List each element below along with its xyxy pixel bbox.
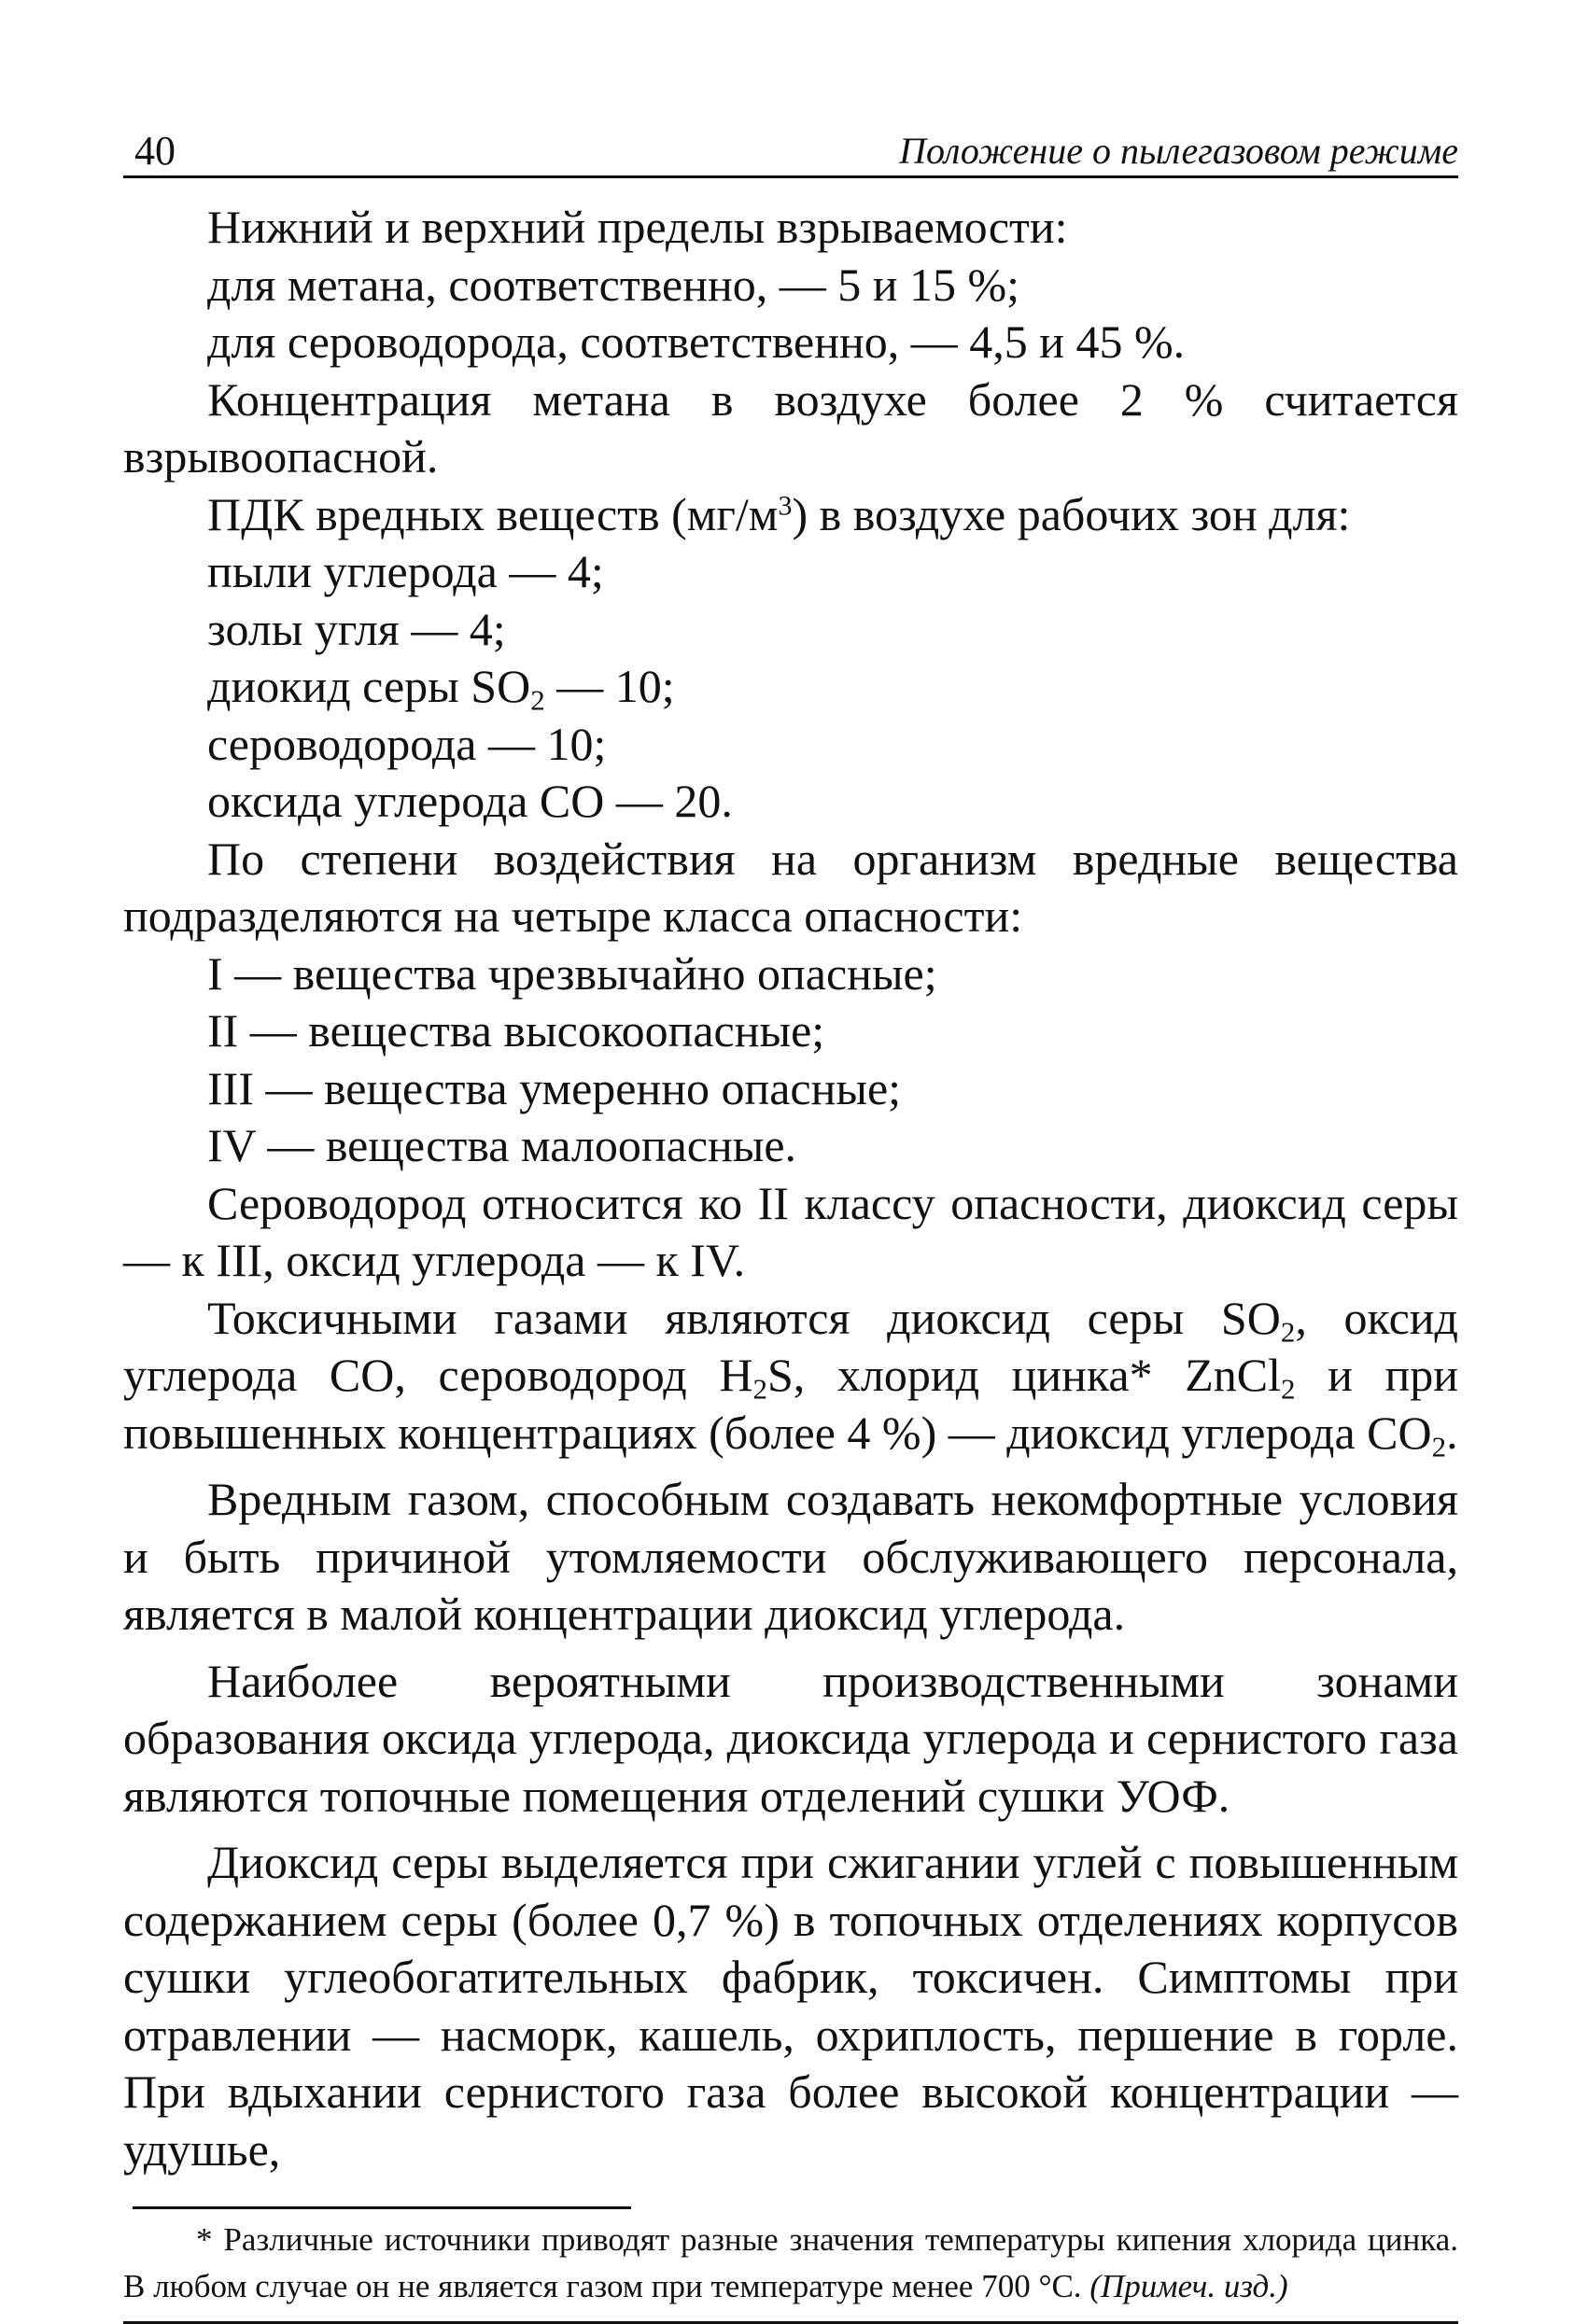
paragraph: Токсичными газами являются диоксид серы $SO_2$, оксид углерода СО, сероводород $H_2S$, хлорид цинка* ZnCl$_2$ и при повышенных концентрациях (более 4 %) — диоксид углерода $СО_2$. <box>123 1291 1458 1463</box>
paragraph: Концентрация метана в воздухе более 2 % считается взрывоопасной. <box>123 372 1458 483</box>
paragraph: оксида углерода СО — 20. <box>207 775 733 827</box>
paragraph: золы угля — 4; <box>207 602 506 655</box>
paragraph: По степени воздействия на организм вредные вещества подразделяются на четыре класса опасности: <box>123 832 1458 942</box>
paragraph: II — вещества высокоопасные; <box>207 1004 825 1057</box>
body-text <box>123 199 1458 2178</box>
paragraph: сероводорода — 10; <box>207 717 607 770</box>
paragraph: пыли углерода — 4; <box>207 545 604 597</box>
paragraph: Вредным газом, способным создавать некомфортные условия и быть причиной утомляемости обслуживающего персонала, является в малой концентрации диоксид углерода. <box>123 1473 1458 1640</box>
footnote-divider <box>133 2206 631 2209</box>
paragraph: для сероводорода, соответственно, — 4,5 и 45 %. <box>207 315 1186 368</box>
paragraph: IV — вещества малоопасные. <box>207 1119 797 1171</box>
paragraph: ПДК вредных веществ $(мг/м^3)$ в воздухе рабочих зон для: <box>207 487 1351 540</box>
paragraph: Нижний и верхний пределы взрываемости: <box>207 201 1068 253</box>
footnote: * Различные источники приводят разные значения температуры кипения хлорида цинка. В любом случае он не является газом при температуре менее 700 °С. (Примеч. изд.) <box>123 2221 1458 2304</box>
paragraph: Сероводород относится ко II классу опасности, диоксид серы — к III, оксид углерода — к IV. <box>123 1176 1458 1286</box>
paragraph: Наиболее вероятными производственными зонами образования оксида углерода, диоксида углерода и сернистого газа являются топочные помещения отделений сушки УОФ. <box>123 1654 1458 1822</box>
footnote-note-label: (Примеч. изд.) <box>1089 2268 1288 2304</box>
running-title: Положение о пылегазовом режиме <box>899 130 1458 172</box>
page <box>123 119 1458 2324</box>
paragraph: для метана, соответственно, — 5 и 15 %; <box>207 258 1020 311</box>
page-number: 40 <box>134 128 176 174</box>
paragraph: I — вещества чрезвычайно опасные; <box>207 946 937 1000</box>
paragraph: диокид серы $SO_2$ — 10; <box>207 660 675 717</box>
page-header <box>123 119 1458 178</box>
paragraph: Диоксид серы выделяется при сжигании углей с повышенным содержанием серы (более 0,7 %) в топочных отделениях корпусов сушки углеобогатительных фабрик, токсичен. Симптомы при отравлении — насморк, кашель, охриплость, першение в горле. При вдыхании сернистого газа более высокой концентрации — удушье, <box>123 1836 1458 2176</box>
paragraph: III — вещества умеренно опасные; <box>207 1061 902 1114</box>
